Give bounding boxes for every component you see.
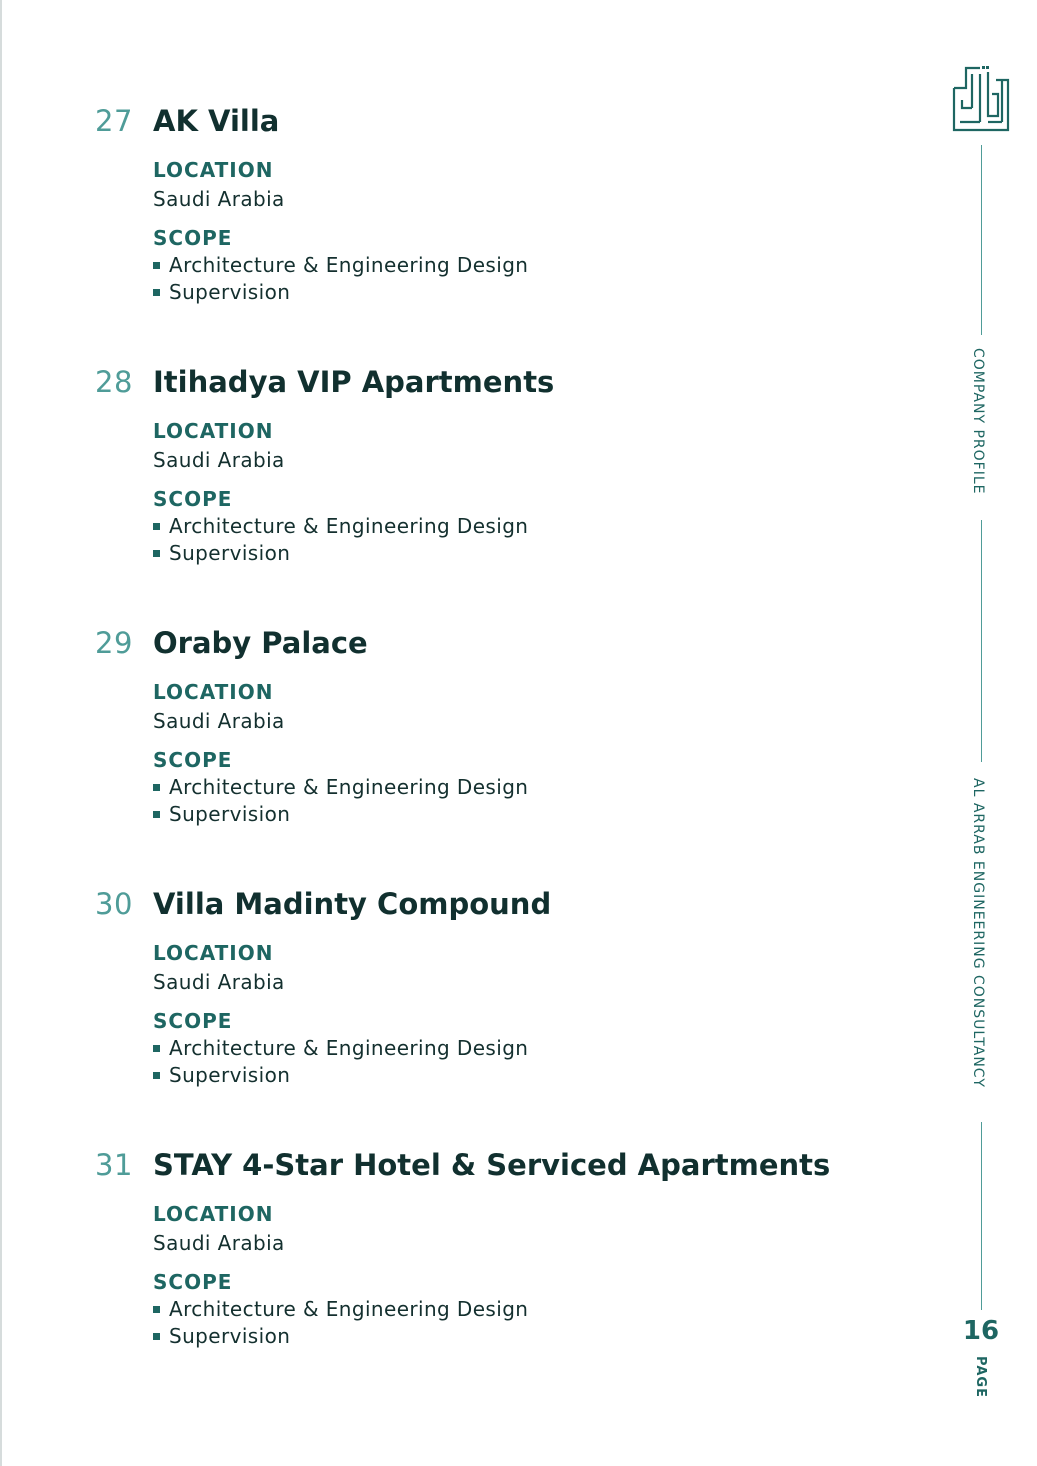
bullet-icon bbox=[153, 1072, 160, 1079]
scope-item bbox=[153, 252, 915, 279]
project-number: 29 bbox=[95, 626, 133, 660]
project-details bbox=[153, 1200, 915, 1350]
scope-item bbox=[153, 540, 915, 567]
location-label: LOCATION bbox=[153, 158, 274, 182]
scope-item-text: Supervision bbox=[169, 1063, 291, 1087]
scope-list bbox=[153, 252, 915, 306]
scope-label: SCOPE bbox=[153, 1270, 233, 1294]
scope-label: SCOPE bbox=[153, 1009, 233, 1033]
location-label: LOCATION bbox=[153, 419, 274, 443]
scope-item bbox=[153, 279, 915, 306]
scope-item-text: Supervision bbox=[169, 280, 291, 304]
project-number: 27 bbox=[95, 104, 133, 138]
project-details bbox=[153, 156, 915, 306]
project-title: STAY 4-Star Hotel & Serviced Apartments bbox=[153, 1148, 831, 1182]
scope-item bbox=[153, 801, 915, 828]
location-value: Saudi Arabia bbox=[153, 709, 285, 733]
scope-item bbox=[153, 1035, 915, 1062]
location-value: Saudi Arabia bbox=[153, 187, 285, 211]
project-28 bbox=[95, 365, 915, 567]
page-number: 16 bbox=[962, 1316, 1000, 1346]
scope-item-text: Supervision bbox=[169, 1324, 291, 1348]
location-label: LOCATION bbox=[153, 1202, 274, 1226]
project-31 bbox=[95, 1148, 915, 1350]
location-value: Saudi Arabia bbox=[153, 448, 285, 472]
scope-item bbox=[153, 1062, 915, 1089]
project-title: AK Villa bbox=[153, 104, 280, 138]
bullet-icon bbox=[153, 1045, 160, 1052]
scope-item-text: Architecture & Engineering Design bbox=[169, 775, 529, 799]
project-title: Itihadya VIP Apartments bbox=[153, 365, 555, 399]
project-number: 30 bbox=[95, 887, 133, 921]
project-title: Oraby Palace bbox=[153, 626, 368, 660]
company-profile-label: COMPANY PROFILE bbox=[970, 348, 986, 495]
project-27 bbox=[95, 104, 915, 306]
scope-item-text: Architecture & Engineering Design bbox=[169, 514, 529, 538]
bullet-icon bbox=[153, 811, 160, 818]
scope-item bbox=[153, 513, 915, 540]
scope-item-text: Architecture & Engineering Design bbox=[169, 253, 529, 277]
scope-list bbox=[153, 513, 915, 567]
scope-label: SCOPE bbox=[153, 226, 233, 250]
scope-item bbox=[153, 1296, 915, 1323]
bullet-icon bbox=[153, 784, 160, 791]
bullet-icon bbox=[153, 289, 160, 296]
project-number: 31 bbox=[95, 1148, 133, 1182]
rail-divider bbox=[981, 1122, 982, 1310]
project-heading bbox=[95, 887, 915, 929]
scope-item-text: Architecture & Engineering Design bbox=[169, 1036, 529, 1060]
project-heading bbox=[95, 104, 915, 146]
scope-item bbox=[153, 774, 915, 801]
location-value: Saudi Arabia bbox=[153, 970, 285, 994]
location-label: LOCATION bbox=[153, 941, 274, 965]
project-details bbox=[153, 678, 915, 828]
project-details bbox=[153, 939, 915, 1089]
scope-item bbox=[153, 1323, 915, 1350]
project-title: Villa Madinty Compound bbox=[153, 887, 552, 921]
bullet-icon bbox=[153, 1333, 160, 1340]
location-value: Saudi Arabia bbox=[153, 1231, 285, 1255]
project-heading bbox=[95, 1148, 915, 1190]
company-name-label: AL ARRAB ENGINEERING CONSULTANCY bbox=[970, 778, 986, 1088]
al-arrab-logo-icon bbox=[952, 64, 1010, 132]
project-29 bbox=[95, 626, 915, 828]
bullet-icon bbox=[153, 523, 160, 530]
scope-label: SCOPE bbox=[153, 748, 233, 772]
scope-label: SCOPE bbox=[153, 487, 233, 511]
scope-item-text: Supervision bbox=[169, 802, 291, 826]
rail-divider bbox=[981, 145, 982, 335]
scope-item-text: Architecture & Engineering Design bbox=[169, 1297, 529, 1321]
rail-divider bbox=[981, 520, 982, 762]
scope-item-text: Supervision bbox=[169, 541, 291, 565]
scope-list bbox=[153, 1035, 915, 1089]
project-30 bbox=[95, 887, 915, 1089]
project-heading bbox=[95, 365, 915, 407]
bullet-icon bbox=[153, 1306, 160, 1313]
project-number: 28 bbox=[95, 365, 133, 399]
project-heading bbox=[95, 626, 915, 668]
project-details bbox=[153, 417, 915, 567]
page-label: PAGE bbox=[973, 1356, 988, 1398]
scope-list bbox=[153, 774, 915, 828]
location-label: LOCATION bbox=[153, 680, 274, 704]
page-edge bbox=[0, 0, 2, 1466]
bullet-icon bbox=[153, 550, 160, 557]
bullet-icon bbox=[153, 262, 160, 269]
scope-list bbox=[153, 1296, 915, 1350]
